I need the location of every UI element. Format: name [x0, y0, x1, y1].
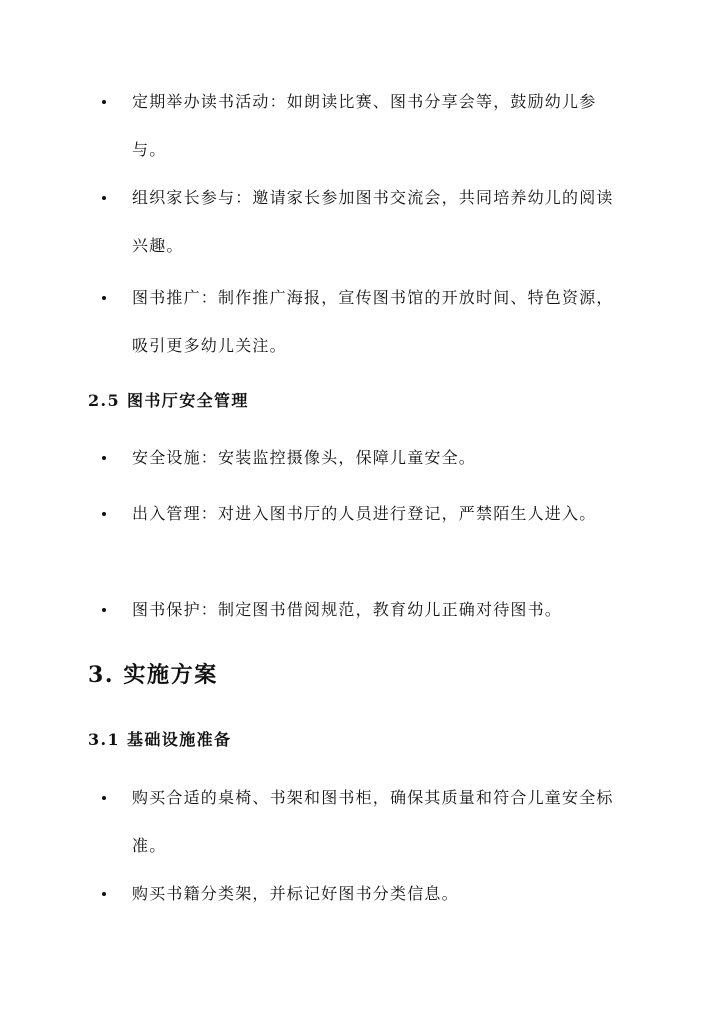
- list-item: [108, 490, 628, 538]
- list-item: [108, 174, 628, 270]
- bullet-icon: [102, 608, 106, 612]
- section-heading-3-1: 3.1 基础设施准备: [88, 730, 232, 749]
- bullet-icon: [102, 796, 106, 800]
- bullet-icon: [102, 892, 106, 896]
- list-item-text: 图书推广：制作推广海报，宣传图书馆的开放时间、特色资源，吸引更多幼儿关注。: [132, 288, 614, 355]
- list-item-text: 购买合适的桌椅、书架和图书柜，确保其质量和符合儿童安全标准。: [132, 788, 614, 855]
- list-item-text: 出入管理：对进入图书厅的人员进行登记，严禁陌生人进入。: [132, 504, 597, 523]
- list-item-text: 图书保护：制定图书借阅规范，教育幼儿正确对待图书。: [132, 600, 563, 619]
- list-item-text: 组织家长参与：邀请家长参加图书交流会，共同培养幼儿的阅读兴趣。: [132, 188, 614, 255]
- bullet-icon: [102, 100, 106, 104]
- list-item-text: 安全设施：安装监控摄像头，保障儿童安全。: [132, 448, 477, 467]
- bullet-icon: [102, 196, 106, 200]
- bullet-icon: [102, 296, 106, 300]
- list-item: [108, 774, 628, 870]
- list-item-text: 购买书籍分类架，并标记好图书分类信息。: [132, 884, 459, 903]
- bullet-icon: [102, 456, 106, 460]
- list-item: [108, 78, 628, 174]
- section-heading-2-5: 2.5 图书厅安全管理: [88, 391, 249, 410]
- bullet-icon: [102, 512, 106, 516]
- section-heading-3: 3. 实施方案: [88, 662, 218, 688]
- list-item: [108, 434, 628, 482]
- list-item: [108, 870, 628, 918]
- list-item: [108, 586, 628, 634]
- list-item-text: 定期举办读书活动：如朗读比赛、图书分享会等，鼓励幼儿参与。: [132, 92, 597, 159]
- list-item: [108, 274, 628, 370]
